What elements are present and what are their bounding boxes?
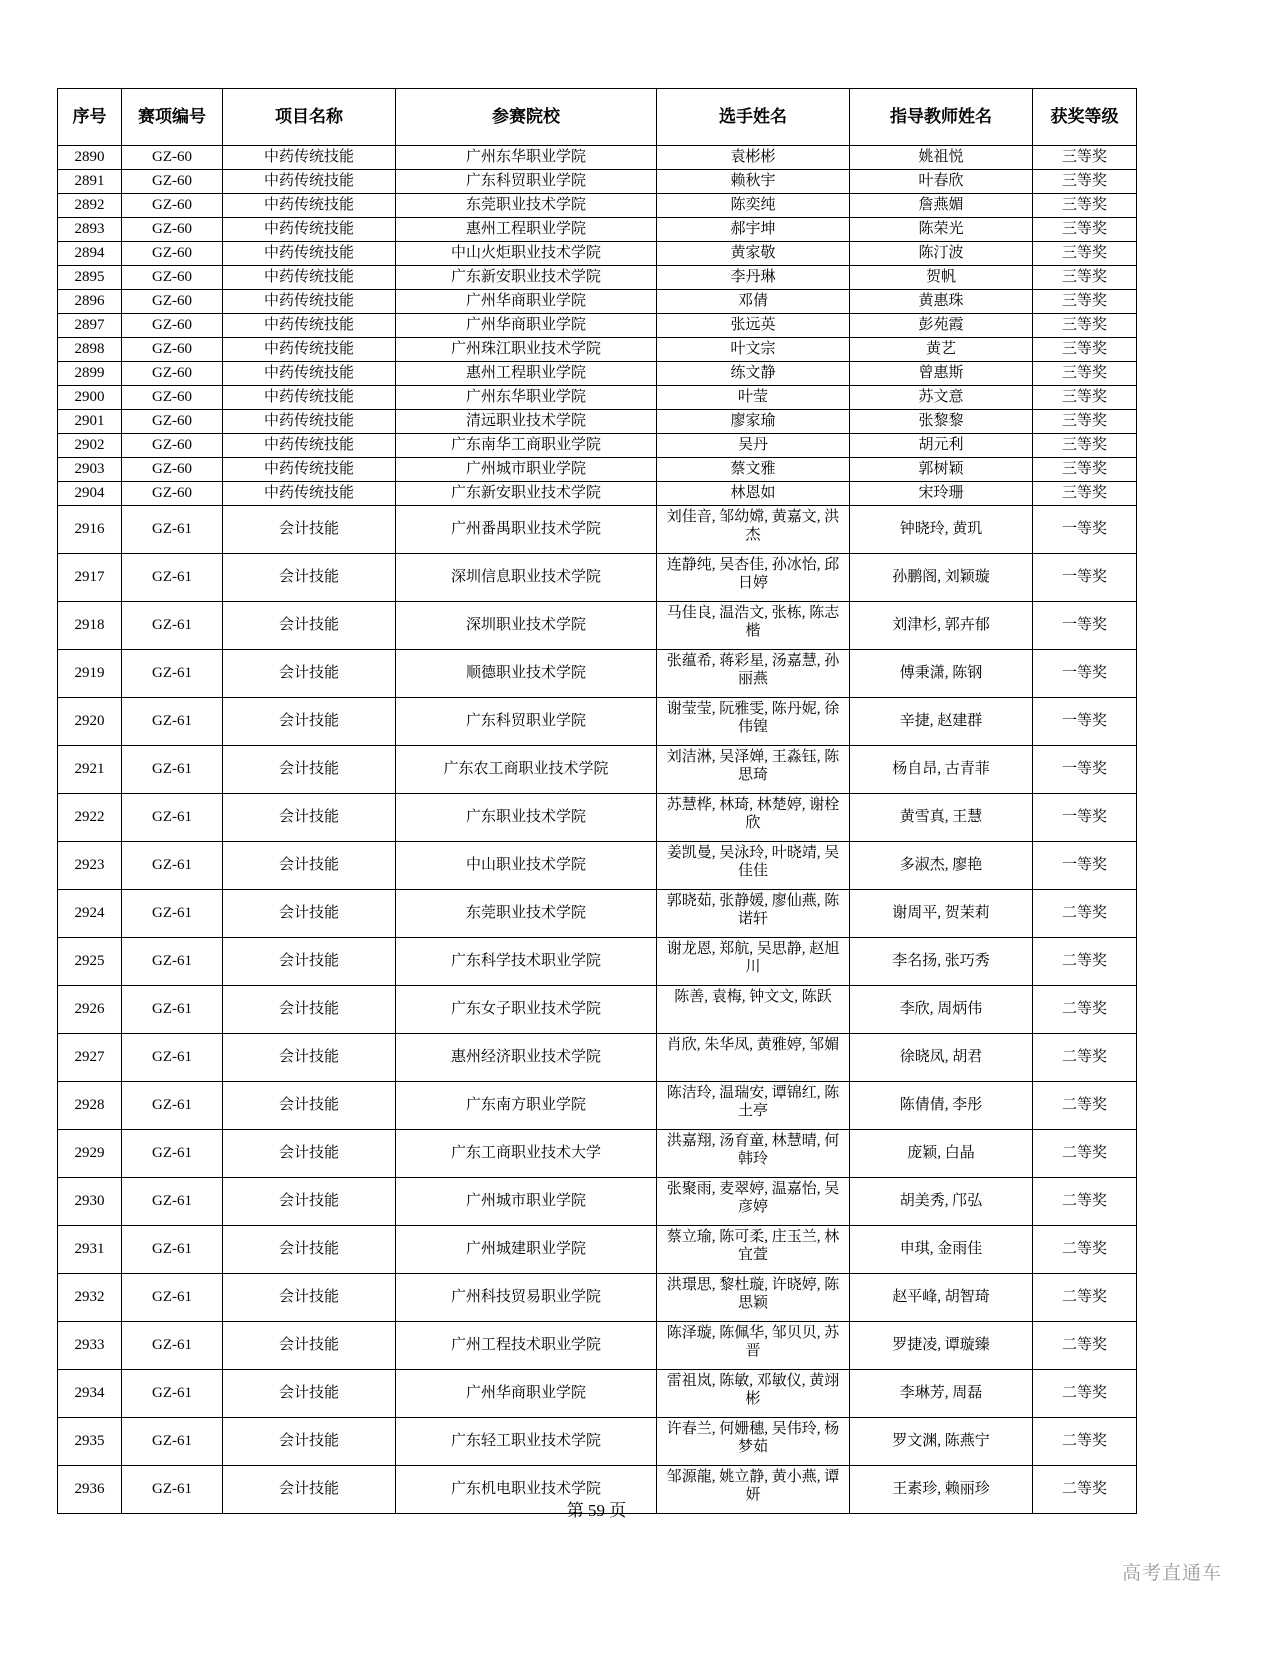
cell-no: 2891	[58, 170, 122, 194]
cell-award: 三等奖	[1033, 314, 1137, 338]
cell-teachers: 黄惠珠	[850, 290, 1033, 314]
cell-school: 东莞职业技术学院	[396, 194, 657, 218]
cell-code: GZ-61	[122, 746, 223, 794]
cell-contestants: 邓倩	[657, 290, 850, 314]
cell-no: 2921	[58, 746, 122, 794]
cell-teachers: 苏文意	[850, 386, 1033, 410]
cell-no: 2897	[58, 314, 122, 338]
table-row	[58, 794, 1137, 842]
cell-contestants: 苏慧桦, 林琦, 林楚婷, 谢栓欣	[657, 794, 850, 842]
cell-no: 2922	[58, 794, 122, 842]
cell-code: GZ-60	[122, 386, 223, 410]
cell-contestants: 肖欣, 朱华凤, 黄雅婷, 邹媚	[657, 1034, 850, 1082]
cell-contestants: 蔡立瑜, 陈可柔, 庄玉兰, 林宜萱	[657, 1226, 850, 1274]
table-row	[58, 290, 1137, 314]
cell-code: GZ-61	[122, 698, 223, 746]
cell-project: 会计技能	[223, 1322, 396, 1370]
table-row	[58, 842, 1137, 890]
table-row	[58, 314, 1137, 338]
table-row	[58, 602, 1137, 650]
cell-project: 会计技能	[223, 890, 396, 938]
cell-code: GZ-61	[122, 1322, 223, 1370]
cell-no: 2903	[58, 458, 122, 482]
cell-contestants: 谢莹莹, 阮雅雯, 陈丹妮, 徐伟锽	[657, 698, 850, 746]
cell-contestants: 吴丹	[657, 434, 850, 458]
cell-award: 二等奖	[1033, 1322, 1137, 1370]
cell-no: 2920	[58, 698, 122, 746]
cell-code: GZ-61	[122, 554, 223, 602]
cell-project: 中药传统技能	[223, 434, 396, 458]
cell-code: GZ-60	[122, 194, 223, 218]
cell-award: 二等奖	[1033, 890, 1137, 938]
cell-school: 广州华商职业学院	[396, 1370, 657, 1418]
cell-award: 三等奖	[1033, 362, 1137, 386]
table-row	[58, 338, 1137, 362]
cell-contestants: 洪嘉翔, 汤育童, 林慧晴, 何韩玲	[657, 1130, 850, 1178]
cell-school: 清远职业技术学院	[396, 410, 657, 434]
cell-teachers: 李欣, 周炳伟	[850, 986, 1033, 1034]
cell-contestants: 练文静	[657, 362, 850, 386]
cell-no: 2895	[58, 266, 122, 290]
cell-award: 一等奖	[1033, 650, 1137, 698]
cell-award: 二等奖	[1033, 986, 1137, 1034]
cell-award: 三等奖	[1033, 290, 1137, 314]
cell-school: 广东职业技术学院	[396, 794, 657, 842]
table-row	[58, 1274, 1137, 1322]
cell-school: 广州东华职业学院	[396, 146, 657, 170]
cell-project: 中药传统技能	[223, 338, 396, 362]
cell-school: 广东农工商职业技术学院	[396, 746, 657, 794]
cell-school: 广东新安职业技术学院	[396, 266, 657, 290]
cell-project: 中药传统技能	[223, 386, 396, 410]
cell-teachers: 辛捷, 赵建群	[850, 698, 1033, 746]
cell-project: 会计技能	[223, 842, 396, 890]
cell-contestants: 邹源龍, 姚立静, 黄小燕, 谭妍	[657, 1466, 850, 1514]
cell-school: 广东女子职业技术学院	[396, 986, 657, 1034]
cell-no: 2930	[58, 1178, 122, 1226]
cell-teachers: 李琳芳, 周磊	[850, 1370, 1033, 1418]
cell-contestants: 陈洁玲, 温瑞安, 谭锦红, 陈土亭	[657, 1082, 850, 1130]
cell-award: 二等奖	[1033, 938, 1137, 986]
table-row	[58, 362, 1137, 386]
table-row	[58, 1178, 1137, 1226]
cell-teachers: 李名扬, 张巧秀	[850, 938, 1033, 986]
table-row	[58, 986, 1137, 1034]
cell-no: 2904	[58, 482, 122, 506]
cell-code: GZ-61	[122, 650, 223, 698]
cell-award: 一等奖	[1033, 794, 1137, 842]
cell-award: 三等奖	[1033, 410, 1137, 434]
cell-school: 广东南方职业学院	[396, 1082, 657, 1130]
cell-code: GZ-61	[122, 842, 223, 890]
cell-code: GZ-61	[122, 1034, 223, 1082]
column-header-school: 参赛院校	[396, 89, 657, 146]
cell-award: 三等奖	[1033, 266, 1137, 290]
cell-code: GZ-60	[122, 170, 223, 194]
cell-contestants: 赖秋宇	[657, 170, 850, 194]
cell-award: 二等奖	[1033, 1082, 1137, 1130]
cell-project: 会计技能	[223, 554, 396, 602]
table-row	[58, 1322, 1137, 1370]
cell-code: GZ-60	[122, 242, 223, 266]
cell-school: 惠州经济职业技术学院	[396, 1034, 657, 1082]
cell-project: 会计技能	[223, 1178, 396, 1226]
cell-school: 深圳信息职业技术学院	[396, 554, 657, 602]
table-row	[58, 1034, 1137, 1082]
cell-no: 2918	[58, 602, 122, 650]
table-row	[58, 698, 1137, 746]
cell-contestants: 陈善, 袁梅, 钟文文, 陈跃	[657, 986, 850, 1034]
cell-no: 2926	[58, 986, 122, 1034]
cell-contestants: 连静纯, 吴杏佳, 孙冰怡, 邱日婷	[657, 554, 850, 602]
cell-project: 会计技能	[223, 938, 396, 986]
table-header-row	[58, 89, 1137, 146]
cell-no: 2935	[58, 1418, 122, 1466]
cell-code: GZ-61	[122, 794, 223, 842]
cell-teachers: 彭苑霞	[850, 314, 1033, 338]
cell-code: GZ-61	[122, 1130, 223, 1178]
cell-award: 一等奖	[1033, 698, 1137, 746]
cell-project: 会计技能	[223, 1082, 396, 1130]
table-row	[58, 266, 1137, 290]
cell-contestants: 刘佳音, 邹幼嫦, 黄嘉文, 洪杰	[657, 506, 850, 554]
cell-school: 广东南华工商职业学院	[396, 434, 657, 458]
cell-code: GZ-61	[122, 1274, 223, 1322]
cell-contestants: 谢龙恩, 郑航, 吴思静, 赵旭川	[657, 938, 850, 986]
cell-contestants: 刘洁淋, 吴泽婵, 王淼钰, 陈思琦	[657, 746, 850, 794]
cell-teachers: 黄艺	[850, 338, 1033, 362]
table-row	[58, 1370, 1137, 1418]
cell-project: 会计技能	[223, 1274, 396, 1322]
cell-code: GZ-60	[122, 458, 223, 482]
cell-no: 2932	[58, 1274, 122, 1322]
cell-teachers: 黄雪真, 王慧	[850, 794, 1033, 842]
cell-no: 2931	[58, 1226, 122, 1274]
cell-no: 2900	[58, 386, 122, 410]
table-row	[58, 650, 1137, 698]
cell-project: 中药传统技能	[223, 290, 396, 314]
cell-teachers: 叶春欣	[850, 170, 1033, 194]
table-row	[58, 1418, 1137, 1466]
cell-no: 2925	[58, 938, 122, 986]
cell-teachers: 曾惠斯	[850, 362, 1033, 386]
cell-code: GZ-61	[122, 602, 223, 650]
cell-code: GZ-61	[122, 890, 223, 938]
table-row	[58, 194, 1137, 218]
cell-code: GZ-61	[122, 1466, 223, 1514]
cell-award: 二等奖	[1033, 1034, 1137, 1082]
cell-code: GZ-60	[122, 362, 223, 386]
cell-teachers: 罗文渊, 陈燕宁	[850, 1418, 1033, 1466]
cell-contestants: 叶文宗	[657, 338, 850, 362]
cell-code: GZ-61	[122, 986, 223, 1034]
cell-award: 一等奖	[1033, 746, 1137, 794]
table-row	[58, 434, 1137, 458]
cell-project: 中药传统技能	[223, 194, 396, 218]
cell-school: 广东工商职业技术大学	[396, 1130, 657, 1178]
cell-code: GZ-60	[122, 482, 223, 506]
cell-code: GZ-60	[122, 218, 223, 242]
cell-project: 中药传统技能	[223, 170, 396, 194]
column-header-teachers: 指导教师姓名	[850, 89, 1033, 146]
cell-school: 广州工程技术职业学院	[396, 1322, 657, 1370]
table-row	[58, 938, 1137, 986]
cell-no: 2928	[58, 1082, 122, 1130]
cell-award: 二等奖	[1033, 1130, 1137, 1178]
cell-project: 中药传统技能	[223, 458, 396, 482]
cell-contestants: 袁彬彬	[657, 146, 850, 170]
cell-award: 二等奖	[1033, 1418, 1137, 1466]
table-row	[58, 386, 1137, 410]
table-row	[58, 1130, 1137, 1178]
cell-project: 中药传统技能	[223, 266, 396, 290]
cell-award: 三等奖	[1033, 434, 1137, 458]
cell-teachers: 申琪, 金雨佳	[850, 1226, 1033, 1274]
cell-project: 中药传统技能	[223, 362, 396, 386]
column-header-contestants: 选手姓名	[657, 89, 850, 146]
cell-teachers: 杨自昂, 古青菲	[850, 746, 1033, 794]
cell-no: 2917	[58, 554, 122, 602]
cell-award: 二等奖	[1033, 1466, 1137, 1514]
cell-no: 2901	[58, 410, 122, 434]
cell-no: 2916	[58, 506, 122, 554]
column-header-code: 赛项编号	[122, 89, 223, 146]
table-row	[58, 218, 1137, 242]
cell-contestants: 蔡文雅	[657, 458, 850, 482]
cell-code: GZ-61	[122, 1370, 223, 1418]
cell-teachers: 谢周平, 贺茉莉	[850, 890, 1033, 938]
cell-teachers: 王素珍, 赖丽珍	[850, 1466, 1033, 1514]
cell-school: 广东科学技术职业学院	[396, 938, 657, 986]
table-row	[58, 890, 1137, 938]
cell-no: 2919	[58, 650, 122, 698]
cell-no: 2902	[58, 434, 122, 458]
cell-no: 2892	[58, 194, 122, 218]
cell-contestants: 郝宇坤	[657, 218, 850, 242]
cell-project: 会计技能	[223, 1226, 396, 1274]
column-header-no: 序号	[58, 89, 122, 146]
cell-no: 2923	[58, 842, 122, 890]
cell-teachers: 宋玲珊	[850, 482, 1033, 506]
cell-teachers: 庞颖, 白晶	[850, 1130, 1033, 1178]
cell-teachers: 孙鹏阁, 刘颖璇	[850, 554, 1033, 602]
cell-award: 二等奖	[1033, 1178, 1137, 1226]
cell-project: 会计技能	[223, 506, 396, 554]
cell-code: GZ-60	[122, 338, 223, 362]
cell-school: 惠州工程职业学院	[396, 218, 657, 242]
cell-contestants: 许春兰, 何姗穗, 吴伟玲, 杨梦茹	[657, 1418, 850, 1466]
cell-teachers: 詹燕媚	[850, 194, 1033, 218]
cell-code: GZ-61	[122, 1082, 223, 1130]
table-row	[58, 242, 1137, 266]
cell-contestants: 林恩如	[657, 482, 850, 506]
cell-code: GZ-60	[122, 266, 223, 290]
cell-contestants: 张蕴希, 蒋彩星, 汤嘉慧, 孙丽燕	[657, 650, 850, 698]
cell-code: GZ-60	[122, 290, 223, 314]
cell-award: 二等奖	[1033, 1226, 1137, 1274]
cell-award: 三等奖	[1033, 482, 1137, 506]
cell-teachers: 罗捷凌, 谭璇臻	[850, 1322, 1033, 1370]
cell-contestants: 叶莹	[657, 386, 850, 410]
cell-teachers: 陈汀波	[850, 242, 1033, 266]
cell-award: 一等奖	[1033, 554, 1137, 602]
cell-teachers: 胡美秀, 邝弘	[850, 1178, 1033, 1226]
table-row	[58, 410, 1137, 434]
cell-contestants: 陈泽璇, 陈佩华, 邹贝贝, 苏晋	[657, 1322, 850, 1370]
cell-project: 会计技能	[223, 1466, 396, 1514]
cell-teachers: 多淑杰, 廖艳	[850, 842, 1033, 890]
cell-award: 三等奖	[1033, 386, 1137, 410]
cell-contestants: 郭晓茹, 张静媛, 廖仙燕, 陈诺轩	[657, 890, 850, 938]
cell-contestants: 洪璟思, 黎杜璇, 许晓婷, 陈思颖	[657, 1274, 850, 1322]
cell-project: 会计技能	[223, 698, 396, 746]
cell-school: 广州城市职业学院	[396, 1178, 657, 1226]
cell-contestants: 姜凯曼, 吴泳玲, 叶晓靖, 吴佳佳	[657, 842, 850, 890]
column-header-award: 获奖等级	[1033, 89, 1137, 146]
cell-teachers: 陈倩倩, 李彤	[850, 1082, 1033, 1130]
cell-school: 广东新安职业技术学院	[396, 482, 657, 506]
cell-award: 三等奖	[1033, 242, 1137, 266]
cell-school: 广州城市职业学院	[396, 458, 657, 482]
cell-code: GZ-61	[122, 1178, 223, 1226]
cell-no: 2894	[58, 242, 122, 266]
cell-no: 2929	[58, 1130, 122, 1178]
cell-project: 中药传统技能	[223, 410, 396, 434]
cell-school: 惠州工程职业学院	[396, 362, 657, 386]
cell-school: 广东轻工职业技术学院	[396, 1418, 657, 1466]
cell-award: 三等奖	[1033, 194, 1137, 218]
cell-teachers: 贺帆	[850, 266, 1033, 290]
cell-no: 2893	[58, 218, 122, 242]
cell-code: GZ-61	[122, 506, 223, 554]
cell-project: 会计技能	[223, 1418, 396, 1466]
cell-contestants: 陈奕纯	[657, 194, 850, 218]
table-row	[58, 554, 1137, 602]
cell-project: 会计技能	[223, 1034, 396, 1082]
cell-project: 会计技能	[223, 746, 396, 794]
table-row	[58, 1226, 1137, 1274]
cell-teachers: 徐晓凤, 胡君	[850, 1034, 1033, 1082]
cell-school: 顺德职业技术学院	[396, 650, 657, 698]
cell-teachers: 张黎黎	[850, 410, 1033, 434]
cell-school: 广东科贸职业学院	[396, 698, 657, 746]
table-row	[58, 170, 1137, 194]
cell-award: 三等奖	[1033, 146, 1137, 170]
cell-school: 广州珠江职业技术学院	[396, 338, 657, 362]
cell-project: 中药传统技能	[223, 314, 396, 338]
cell-contestants: 雷祖岚, 陈敏, 邓敏仪, 黄翊彬	[657, 1370, 850, 1418]
cell-school: 中山职业技术学院	[396, 842, 657, 890]
cell-teachers: 姚祖悦	[850, 146, 1033, 170]
cell-contestants: 黄家敬	[657, 242, 850, 266]
cell-project: 中药传统技能	[223, 218, 396, 242]
cell-project: 中药传统技能	[223, 242, 396, 266]
cell-award: 三等奖	[1033, 218, 1137, 242]
cell-no: 2924	[58, 890, 122, 938]
cell-school: 广州华商职业学院	[396, 290, 657, 314]
cell-code: GZ-61	[122, 938, 223, 986]
cell-project: 会计技能	[223, 650, 396, 698]
cell-school: 广东科贸职业学院	[396, 170, 657, 194]
cell-school: 广东机电职业技术学院	[396, 1466, 657, 1514]
cell-code: GZ-60	[122, 146, 223, 170]
column-header-project: 项目名称	[223, 89, 396, 146]
cell-contestants: 李丹琳	[657, 266, 850, 290]
table-row	[58, 506, 1137, 554]
cell-award: 一等奖	[1033, 842, 1137, 890]
cell-no: 2936	[58, 1466, 122, 1514]
cell-project: 会计技能	[223, 1370, 396, 1418]
cell-teachers: 刘津杉, 郭卉郁	[850, 602, 1033, 650]
cell-code: GZ-60	[122, 434, 223, 458]
watermark: 高考直通车	[1121, 1563, 1222, 1584]
cell-award: 三等奖	[1033, 458, 1137, 482]
cell-school: 广州科技贸易职业学院	[396, 1274, 657, 1322]
cell-school: 广州东华职业学院	[396, 386, 657, 410]
cell-code: GZ-60	[122, 410, 223, 434]
cell-teachers: 陈荣光	[850, 218, 1033, 242]
cell-no: 2899	[58, 362, 122, 386]
cell-project: 会计技能	[223, 1130, 396, 1178]
table-row	[58, 1082, 1137, 1130]
cell-school: 广州城建职业学院	[396, 1226, 657, 1274]
cell-award: 一等奖	[1033, 602, 1137, 650]
cell-code: GZ-61	[122, 1226, 223, 1274]
cell-contestants: 马佳良, 温浩文, 张栋, 陈志楷	[657, 602, 850, 650]
cell-no: 2927	[58, 1034, 122, 1082]
cell-project: 会计技能	[223, 794, 396, 842]
cell-award: 三等奖	[1033, 338, 1137, 362]
cell-teachers: 赵平峰, 胡智琦	[850, 1274, 1033, 1322]
cell-teachers: 郭树颖	[850, 458, 1033, 482]
cell-school: 东莞职业技术学院	[396, 890, 657, 938]
cell-school: 中山火炬职业技术学院	[396, 242, 657, 266]
cell-code: GZ-60	[122, 314, 223, 338]
cell-code: GZ-61	[122, 1418, 223, 1466]
table-row	[58, 146, 1137, 170]
cell-teachers: 胡元利	[850, 434, 1033, 458]
cell-award: 二等奖	[1033, 1274, 1137, 1322]
cell-school: 广州华商职业学院	[396, 314, 657, 338]
cell-contestants: 廖家瑜	[657, 410, 850, 434]
cell-teachers: 钟晓玲, 黄玑	[850, 506, 1033, 554]
cell-no: 2890	[58, 146, 122, 170]
table-row	[58, 458, 1137, 482]
cell-award: 一等奖	[1033, 506, 1137, 554]
cell-school: 广州番禺职业技术学院	[396, 506, 657, 554]
cell-no: 2933	[58, 1322, 122, 1370]
cell-contestants: 张远英	[657, 314, 850, 338]
page-number: 第 59 页	[566, 1501, 627, 1520]
cell-project: 会计技能	[223, 602, 396, 650]
award-table	[57, 88, 1137, 1514]
cell-project: 中药传统技能	[223, 146, 396, 170]
cell-contestants: 张聚雨, 麦翠婷, 温嘉怡, 吴彦婷	[657, 1178, 850, 1226]
cell-no: 2898	[58, 338, 122, 362]
table-row	[58, 746, 1137, 794]
cell-teachers: 傅秉潇, 陈钢	[850, 650, 1033, 698]
cell-award: 三等奖	[1033, 170, 1137, 194]
table-row	[58, 482, 1137, 506]
cell-no: 2896	[58, 290, 122, 314]
cell-project: 中药传统技能	[223, 482, 396, 506]
cell-award: 二等奖	[1033, 1370, 1137, 1418]
cell-no: 2934	[58, 1370, 122, 1418]
cell-project: 会计技能	[223, 986, 396, 1034]
cell-school: 深圳职业技术学院	[396, 602, 657, 650]
